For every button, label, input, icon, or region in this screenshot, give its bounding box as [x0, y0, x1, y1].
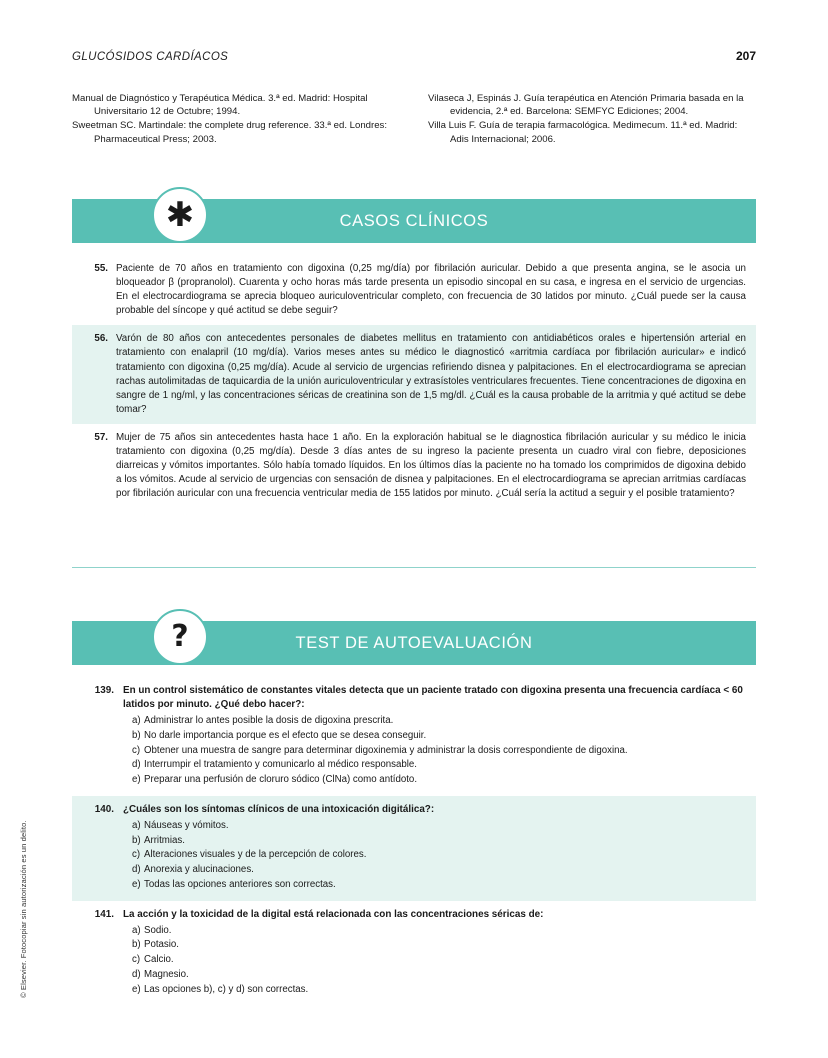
option-text: Obtener una muestra de sangre para determinar digoxinemia y administrar la dosis correspondiente de digoxina. [144, 744, 628, 756]
references-column-right [428, 92, 756, 147]
quiz-number: 139. [94, 685, 114, 696]
option-letter: a) [132, 924, 141, 936]
asterisk-glyph: ✱ [165, 195, 195, 235]
section-banner-casos-clinicos [72, 195, 756, 243]
quiz-option [82, 729, 746, 744]
case-item [72, 424, 756, 508]
quiz-option [82, 983, 746, 998]
option-letter: d) [132, 759, 141, 771]
quiz-question [72, 796, 756, 901]
option-letter: e) [132, 774, 141, 786]
references-column-left [72, 92, 400, 147]
option-text: Magnesio. [144, 968, 189, 980]
option-letter: c) [132, 849, 141, 861]
question-mark-icon [152, 609, 208, 665]
option-text: No darle importancia porque es el efecto que se desea conseguir. [144, 729, 427, 741]
case-number: 56. [94, 333, 108, 345]
option-letter: d) [132, 864, 141, 876]
quiz-option [82, 773, 746, 788]
section-title-casos: CASOS CLÍNICOS [339, 211, 489, 230]
option-letter: e) [132, 878, 141, 890]
copyright-note: © Elsevier. Fotocopiar sin autorización es un delito. [19, 820, 28, 998]
quiz-question [72, 901, 756, 1006]
reference-item: Manual de Diagnóstico y Terapéutica Médica. 3.ª ed. Madrid: Hospital Universitario 12 de Octubre; 1994. [72, 93, 368, 118]
quiz-number: 141. [94, 908, 114, 920]
quiz-text: En un control sistemático de constantes vitales detecta que un paciente tratado con digoxina presenta una frecuencia cardíaca < 60 latidos por minuto. ¿Qué debo hacer?: [123, 685, 743, 711]
option-text: Las opciones b), c) y d) son correctas. [144, 983, 309, 995]
quiz-question-head [82, 908, 746, 922]
option-letter: c) [132, 744, 141, 756]
page-number: 207 [735, 49, 756, 63]
option-letter: d) [132, 968, 141, 980]
quiz-option [82, 953, 746, 968]
quiz-list [72, 677, 756, 1005]
quiz-question-head [82, 803, 746, 817]
quiz-options [82, 924, 746, 998]
option-letter: a) [132, 715, 141, 727]
case-number: 55. [94, 263, 108, 274]
quiz-option [82, 744, 746, 759]
case-number: 57. [94, 431, 108, 443]
option-letter: b) [132, 729, 141, 741]
quiz-text: ¿Cuáles son los síntomas clínicos de una intoxicación digitálica?: [123, 803, 435, 815]
option-letter: e) [132, 983, 141, 995]
option-text: Calcio. [144, 954, 174, 966]
option-letter: c) [132, 954, 141, 966]
case-text: Paciente de 70 años en tratamiento con digoxina (0,25 mg/día) por fibrilación auricular. Debido a que presenta angina, se le asocia un bloqueador β (propranolol). Cuarenta y ocho horas más tarde presenta un episodio sincopal en su casa, e ingresa en el servicio de urgencias. En el electrocardiograma se aprecia bloqueo auriculoventricular completo, con frecuencia de 30 latidos por minuto. ¿Cuál puede ser la causa probable del síncope y qué actitud se debe seguir? [116, 263, 746, 317]
quiz-option [82, 819, 746, 834]
asterisk-icon [152, 187, 208, 243]
section-banner-test-autoevaluacion [72, 621, 756, 665]
quiz-option [82, 834, 746, 849]
quiz-option [82, 848, 746, 863]
running-title: GLUCÓSIDOS CARDÍACOS [72, 51, 229, 63]
section-title-test: TEST DE AUTOEVALUACIÓN [295, 633, 533, 652]
quiz-number: 140. [94, 803, 114, 815]
option-text: Alteraciones visuales y de la percepción de colores. [144, 849, 367, 861]
case-text: Varón de 80 años con antecedentes personales de diabetes mellitus en tratamiento con antidiabéticos orales e hipertensión arterial en tratamiento con enalapril (10 mg/día). Varios meses antes su médico le diagnosticó «arritmia cardíaca por fibrilación auricular» e indicó tratamiento con digoxina (0,25 mg/día). Acude al servicio de urgencias refiriendo disnea y palpitaciones. En el electrocardiograma se aprecian rachas autolimitadas de taquicardia de la unión auriculoventricular y extrasístoles ventriculares frecuentes. Tiene concentraciones de digoxina en sangre de 1 ng/ml, y las concentraciones séricas de creatinina son de 1,5 mg/dl. ¿Cuál es la causa probable de la arritmia y qué actitud se debe tomar? [116, 333, 746, 415]
option-text: Preparar una perfusión de cloruro sódico (ClNa) como antídoto. [144, 774, 418, 786]
quiz-option [82, 714, 746, 729]
reference-item: Sweetman SC. Martindale: the complete drug reference. 33.ª ed. Londres: Pharmaceutical Press; 2003. [72, 120, 387, 145]
option-letter: b) [132, 939, 141, 951]
option-text: Arritmias. [144, 834, 185, 846]
quiz-option [82, 968, 746, 983]
quiz-option [82, 938, 746, 953]
option-text: Anorexia y alucinaciones. [144, 864, 254, 876]
page-header [72, 49, 756, 63]
references-block [72, 92, 756, 147]
quiz-options [82, 819, 746, 893]
question-glyph: ? [171, 619, 189, 654]
case-text: Mujer de 75 años sin antecedentes hasta hace 1 año. En la exploración habitual se le diagnostica fibrilación auricular y su médico le inicia tratamiento con digoxina (0,25 mg/día). Desde 3 días antes de su ingreso la paciente presenta un cuadro viral con fiebre, deposiciones diarreicas y vómitos importantes. Sólo había tomado líquidos. En los últimos días la paciente no ha tomado los comprimidos de digoxina debido a los vómitos. Acude al servicio de urgencias con sensación de disnea y palpitaciones. En el electrocardiograma se aprecian arritmias cardíacas por fibrilación auricular con una frecuencia ventricular media de 155 latidos por minuto. ¿Cuál sería la actitud a seguir y el posible tratamiento? [116, 431, 746, 500]
option-text: Náuseas y vómitos. [144, 819, 229, 831]
option-letter: b) [132, 834, 141, 846]
quiz-option [82, 863, 746, 878]
quiz-question [72, 677, 756, 796]
option-letter: a) [132, 819, 141, 831]
cases-list [72, 255, 756, 508]
reference-item: Villa Luis F. Guía de terapia farmacológica. Medimecum. 11.ª ed. Madrid: Adis Internacional; 2006. [428, 120, 738, 145]
option-text: Todas las opciones anteriores son correctas. [144, 878, 336, 890]
quiz-text: La acción y la toxicidad de la digital está relacionada con las concentraciones séricas de: [123, 908, 544, 920]
reference-item: Vilaseca J, Espinás J. Guía terapéutica en Atención Primaria basada en la evidencia, 2.ª ed. Barcelona: SEMFYC Ediciones; 2004. [428, 93, 744, 118]
case-item [72, 255, 756, 325]
section-divider [72, 567, 756, 568]
option-text: Potasio. [144, 939, 180, 951]
quiz-option [82, 924, 746, 939]
quiz-option [82, 878, 746, 893]
quiz-option [82, 758, 746, 773]
option-text: Sodio. [144, 924, 172, 936]
case-item [72, 325, 756, 424]
quiz-options [82, 714, 746, 788]
quiz-question-head [82, 684, 746, 712]
option-text: Interrumpir el tratamiento y comunicarlo al médico responsable. [144, 759, 417, 771]
option-text: Administrar lo antes posible la dosis de digoxina prescrita. [144, 715, 394, 727]
